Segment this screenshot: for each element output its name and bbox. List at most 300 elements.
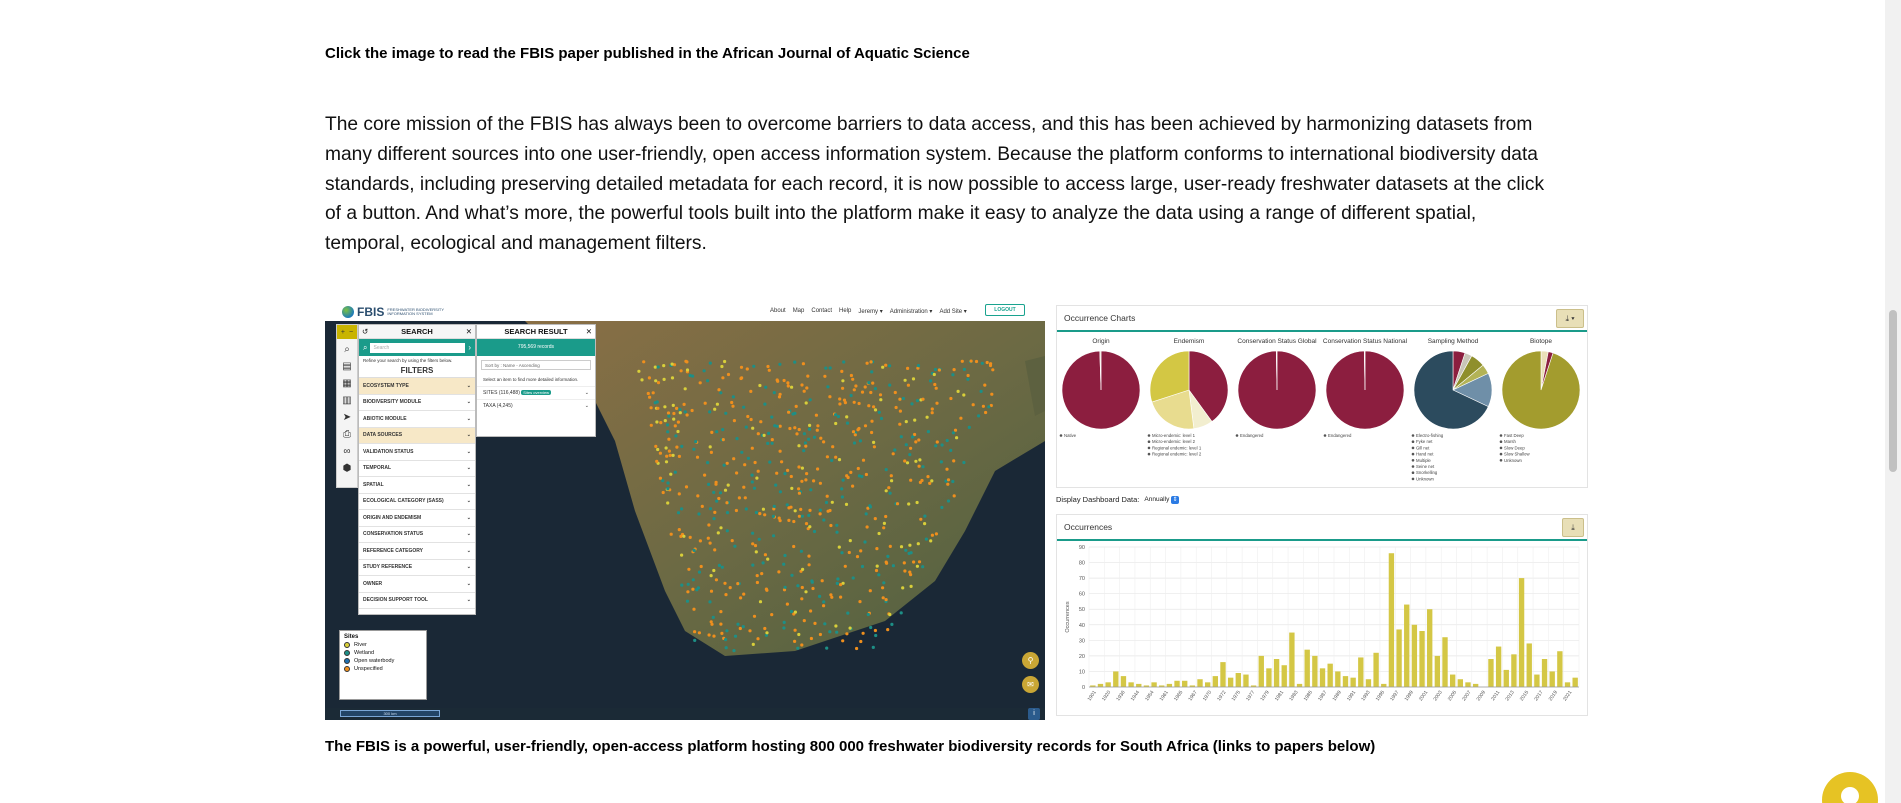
site-point [683,403,686,406]
site-point [907,384,910,387]
filter-row[interactable] [359,477,475,494]
x-tick-label: 2019 [1547,689,1560,703]
site-point [882,596,885,599]
site-point [898,423,901,426]
book-icon[interactable]: ▥ [342,395,352,406]
site-point [880,417,883,420]
site-point [763,434,766,437]
site-point [977,414,980,417]
occurrence-bar [1542,659,1547,687]
zoom-in-icon[interactable]: + [340,328,345,336]
occurrence-bar [1557,651,1562,687]
site-point [659,477,662,480]
site-point [934,444,937,447]
site-point [753,615,756,618]
site-point [886,628,889,631]
map-nav-item[interactable]: Contact [811,308,833,314]
site-point [858,600,861,603]
filter-row[interactable] [359,527,475,544]
sites-count: SITES (116,488) Sites overview [483,389,550,396]
zoom-out-icon[interactable]: − [349,328,354,336]
chat-bubble[interactable] [1822,772,1878,803]
site-point [866,525,869,528]
layers-icon[interactable]: ▤ [342,361,352,372]
map-nav-item[interactable]: Map [792,308,805,314]
x-tick-label: 1967 [1187,689,1199,703]
site-point [828,395,831,398]
site-point [940,506,943,509]
fbis-logo[interactable] [342,305,457,319]
site-point [917,364,920,367]
pie-legend-label: Endangered [1240,433,1264,438]
site-point [966,378,969,381]
site-point [724,412,727,415]
pie-legend-label: Regional endemic: level 2 [1152,451,1202,457]
site-point [680,445,683,448]
site-point [871,382,874,385]
site-point [772,515,775,518]
legend-label: Unspecified [354,666,383,672]
site-point [838,402,841,405]
site-point [886,555,889,558]
site-point [782,626,785,629]
site-point [745,507,748,510]
x-tick-label: 1999 [1403,689,1415,703]
pie-legend-swatch [1500,459,1503,462]
site-point [770,613,773,616]
site-point [726,511,729,514]
site-point [845,415,848,418]
sites-row[interactable] [477,386,595,399]
site-point [921,465,924,468]
site-point [809,488,812,491]
filter-label: REFERENCE CATEGORY [363,547,424,554]
site-point [885,489,888,492]
result-panel-title: SEARCH RESULT [504,327,568,336]
occurrence-bar [1182,681,1187,687]
pie-legend-swatch [1500,447,1503,450]
map-legend [339,630,427,700]
site-point [659,452,662,455]
site-point [804,441,807,444]
site-point [766,365,769,368]
site-point [680,507,683,510]
site-point [989,362,992,365]
occurrences-panel [1056,514,1588,716]
site-point [786,603,789,606]
site-point [709,445,712,448]
sort-select[interactable]: Sort by : Name - Ascending [481,360,591,370]
map-nav-item[interactable]: Add Site ▾ [939,309,967,315]
site-point [888,613,891,616]
site-point [726,529,729,532]
site-point [990,393,993,396]
map-nav-item[interactable]: Help [839,308,852,314]
site-point [707,523,710,526]
site-point [794,509,797,512]
occurrence-bar [1266,668,1271,687]
site-point [809,609,812,612]
x-tick-label: 1920 [1100,689,1113,703]
site-point [834,624,837,627]
site-point [927,430,930,433]
site-point [715,430,718,433]
filter-label: BIODIVERSITY MODULE [363,399,422,406]
site-point [707,537,710,540]
filter-label: CONSERVATION STATUS [363,531,424,538]
site-point [921,398,924,401]
pie-legend-swatch [1412,478,1415,481]
filters-title: FILTERS [359,365,475,378]
site-point [696,456,699,459]
close-icon[interactable]: ✕ [465,327,472,336]
site-point [693,639,696,642]
filter-row[interactable] [359,395,475,412]
site-point [799,508,802,511]
search-input[interactable]: Search [370,343,465,353]
site-point [834,422,837,425]
site-point [718,564,721,567]
site-point [823,622,826,625]
site-point [808,563,811,566]
filter-icon[interactable]: ⚲ [1022,652,1039,669]
pie-legend-swatch [1148,440,1151,443]
site-point [713,511,716,514]
site-point [740,366,743,369]
site-point [875,569,878,572]
site-point [859,640,862,643]
pie-legend-swatch [1236,434,1239,437]
site-point [734,635,737,638]
site-point [743,463,746,466]
site-point [751,532,754,535]
x-tick-label: 2005 [1446,689,1459,703]
occurrence-bar [1565,682,1570,687]
site-point [657,381,660,384]
site-point [906,367,909,370]
link-icon[interactable]: ∞ [343,446,351,457]
site-point [663,378,666,381]
filter-label: TEMPORAL [363,465,392,472]
legend-label: River [354,642,367,648]
site-point [740,376,743,379]
download-button[interactable]: ⤓ [1562,518,1584,537]
site-point [778,517,781,520]
occurrence-bar [1465,682,1470,687]
occurrence-bar [1213,676,1218,687]
site-point [768,461,771,464]
pie-title: Biotope [1529,338,1553,345]
site-point [667,438,670,441]
site-point [806,375,809,378]
site-point [864,385,867,388]
map-nav-item[interactable]: Administration ▾ [889,309,933,315]
site-point [751,480,754,483]
legend-swatch [344,658,350,664]
site-point [822,604,825,607]
map-tool-strip [336,324,358,488]
site-point [821,579,824,582]
site-point [708,633,711,636]
site-point [795,432,798,435]
x-tick-label: 2017 [1533,689,1545,703]
site-point [874,629,877,632]
site-point [949,449,952,452]
occurrence-bar [1327,664,1332,687]
site-point [822,440,825,443]
polygon-icon[interactable]: ⬢ [342,463,352,474]
site-point [822,518,825,521]
site-point [666,481,669,484]
site-point [710,574,713,577]
filter-row[interactable] [359,510,475,527]
site-point [779,450,782,453]
site-point [704,402,707,405]
occurrence-bar [1282,665,1287,687]
site-point [826,455,829,458]
site-point [819,633,822,636]
sites-overview-badge[interactable]: Sites overview [523,389,550,395]
site-point [912,560,915,563]
site-point [706,379,709,382]
x-tick-label: 1989 [1331,689,1343,703]
site-point [819,482,822,485]
pie-legend-swatch [1412,459,1415,462]
pie-legend-swatch [1412,471,1415,474]
x-tick-label: 2007 [1461,689,1473,703]
y-tick-label: 80 [1078,560,1085,567]
filter-label: ECOLOGICAL CATEGORY (SASS) [363,498,444,505]
legend-item [344,642,422,648]
site-point [751,474,754,477]
dashboard-select[interactable]: Annually ⇕ [1144,495,1178,503]
site-point [825,647,828,650]
occurrences-title: Occurrences [1064,522,1113,532]
site-point [758,512,761,515]
site-point [874,387,877,390]
taxa-row[interactable] [477,399,595,412]
occurrence-bar [1458,679,1463,687]
site-point [857,427,860,430]
filter-row[interactable] [359,576,475,593]
site-point [778,395,781,398]
site-point [926,475,929,478]
site-point [790,574,793,577]
site-point [786,381,789,384]
pie-legend-swatch [1412,453,1415,456]
info-icon[interactable]: i [1028,708,1040,720]
site-point [878,532,881,535]
site-point [712,635,715,638]
y-tick-label: 0 [1081,685,1085,691]
site-point [783,472,786,475]
site-point [816,467,819,470]
site-point [921,565,924,568]
legend-items [344,642,422,672]
filter-row[interactable] [359,543,475,560]
site-point [855,647,858,650]
y-tick-label: 10 [1078,669,1085,676]
x-tick-label: 1975 [1230,689,1242,703]
legend-swatch [344,666,350,672]
filter-row[interactable] [359,428,475,445]
site-point [808,424,811,427]
site-point [745,426,748,429]
occurrence-bar [1373,653,1378,687]
site-point [826,385,829,388]
site-point [699,539,702,542]
site-point [929,539,932,542]
site-point [754,461,757,464]
site-point [714,483,717,486]
occurrence-bar [1488,659,1493,687]
site-point [902,397,905,400]
site-point [935,387,938,390]
site-point [742,486,745,489]
map-icon[interactable]: ▦ [342,378,352,389]
site-point [987,405,990,408]
site-point [693,549,696,552]
site-point [723,360,726,363]
site-point [842,360,845,363]
site-point [725,501,728,504]
chevron-down-icon: ⌄ [466,415,471,422]
site-point [857,467,860,470]
site-point [903,459,906,462]
site-point [659,421,662,424]
filter-row[interactable] [359,560,475,577]
site-point [746,415,749,418]
site-point [846,422,849,425]
search-icon[interactable]: ⌕ [344,344,350,355]
occurrence-bar [1320,668,1325,687]
site-point [845,632,848,635]
pie-title: Endemism [1173,338,1205,345]
site-point [790,610,793,613]
site-point [719,623,722,626]
filter-label: VALIDATION STATUS [363,448,414,455]
map-nav-item[interactable]: Jeremy ▾ [858,309,883,315]
site-point [751,542,754,545]
filter-row[interactable] [359,593,475,610]
map-nav-item[interactable]: About [770,308,786,314]
site-point [724,489,727,492]
site-point [637,370,640,373]
site-point [861,391,864,394]
site-point [838,546,841,549]
site-point [672,404,675,407]
occurrence-bar [1335,671,1340,687]
site-point [794,629,797,632]
site-point [824,367,827,370]
site-point [972,403,975,406]
site-point [770,416,773,419]
x-tick-label: 1993 [1360,689,1372,703]
site-point [686,590,689,593]
site-point [872,405,875,408]
site-point [716,403,719,406]
site-point [736,623,739,626]
site-point [975,360,978,363]
locate-icon[interactable]: ➤ [342,412,352,423]
x-tick-label: 2021 [1562,689,1574,703]
pie-legend-swatch [1060,434,1063,437]
filter-row[interactable] [359,461,475,478]
site-point [828,630,831,633]
site-point [805,522,808,525]
site-point [923,522,926,525]
site-point [860,475,863,478]
reset-icon[interactable]: ↺ [362,327,369,336]
site-point [787,384,790,387]
chevron-down-icon: ⌄ [466,597,471,604]
site-point [797,633,800,636]
site-point [804,478,807,481]
result-panel-header [477,325,595,339]
occurrence-bar [1389,553,1394,687]
close-icon[interactable]: ✕ [585,327,592,336]
site-point [712,569,715,572]
site-point [685,360,688,363]
site-point [738,496,741,499]
site-point [655,460,658,463]
site-point [836,577,839,580]
site-point [805,386,808,389]
logout-button[interactable]: LOGOUT [985,304,1025,316]
site-point [879,393,882,396]
site-point [654,445,657,448]
occurrence-bar [1496,647,1501,687]
filter-row[interactable] [359,494,475,511]
site-point [662,491,665,494]
chevron-down-icon: ⌄ [584,402,589,409]
caption-bottom: The FBIS is a powerful, user-friendly, open-access platform hosting 800 000 freshwater biodiversity records for South Africa (links to papers below) [325,738,1376,755]
fbis-map-screenshot[interactable] [325,302,1045,720]
site-point [803,390,806,393]
site-point [914,460,917,463]
site-point [876,565,879,568]
chevron-right-icon[interactable]: › [468,343,471,352]
site-point [678,528,681,531]
filter-row[interactable] [359,378,475,395]
pie-slice [1502,351,1580,429]
site-point [754,544,757,547]
pie-legend-swatch [1412,440,1415,443]
site-point [807,438,810,441]
site-point [672,454,675,457]
zoom-controls[interactable] [337,325,357,339]
site-point [962,461,965,464]
site-point [819,512,822,515]
site-point [913,433,916,436]
occurrence-bar [1358,657,1363,687]
occurrence-bar [1121,676,1126,687]
site-point [884,515,887,518]
site-point [742,406,745,409]
filter-row[interactable] [359,444,475,461]
site-point [840,551,843,554]
chat-icon[interactable]: ✉ [1022,676,1039,693]
site-point [801,467,804,470]
site-point [652,391,655,394]
download-button[interactable]: ⤓ ▾ [1556,309,1584,328]
pie-legend-label: Slow Shallow [1504,451,1530,457]
site-point [700,565,703,568]
scrollbar-thumb[interactable] [1889,310,1897,472]
filter-row[interactable] [359,411,475,428]
print-icon[interactable]: ⎙ [343,429,351,440]
site-point [661,479,664,482]
